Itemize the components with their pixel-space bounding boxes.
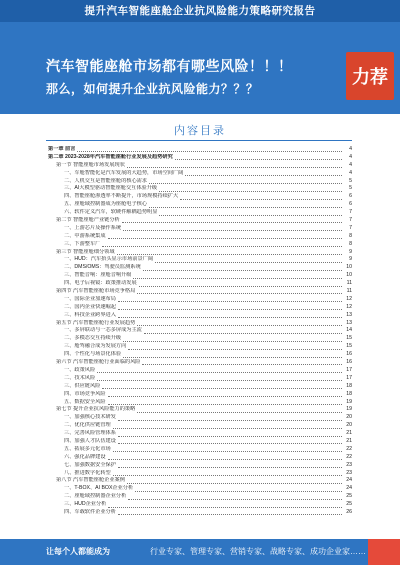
toc-entry-page: 25 [346, 493, 352, 500]
toc-entry[interactable] [48, 438, 352, 446]
toc-entry-label: 四、个性化与场景化体验 [64, 351, 122, 358]
toc-entry[interactable] [48, 446, 352, 454]
toc-entry[interactable] [48, 217, 352, 225]
toc-entry[interactable] [48, 320, 352, 328]
toc-entry-page: 8 [349, 240, 352, 247]
toc-leader-dots [149, 207, 342, 208]
toc-entry-page: 22 [346, 453, 352, 460]
toc-entry-page: 24 [346, 485, 352, 492]
toc-entry-page: 23 [346, 461, 352, 468]
toc-leader-dots [180, 199, 342, 200]
toc-entry-label: 五、数据安全风险 [64, 398, 106, 405]
toc-leader-dots [108, 238, 342, 239]
toc-entry-page: 15 [346, 343, 352, 350]
toc-leader-dots [137, 325, 342, 326]
toc-entry[interactable] [48, 256, 352, 264]
toc-entry-page: 20 [346, 422, 352, 429]
toc-leader-dots [118, 309, 342, 310]
toc-entry-page: 10 [346, 264, 352, 271]
toc-leader-dots [175, 159, 342, 160]
report-header: 提升汽车智能座舱企业抗风险能力策略研究报告 [0, 0, 400, 22]
toc-entry-label: 一、国际企业加速布局 [64, 295, 116, 302]
toc-entry[interactable] [48, 430, 352, 438]
toc-entry-page: 14 [346, 327, 352, 334]
toc-leader-dots [108, 396, 342, 397]
toc-entry-label: 四、市场竞争风险 [64, 390, 106, 397]
toc-entry-page: 10 [346, 272, 352, 279]
title-banner [0, 22, 400, 114]
toc-entry-page: 25 [346, 501, 352, 508]
toc-leader-dots [108, 507, 342, 508]
toc-entry-label: 三、舱驾融合成为发展方向 [64, 343, 127, 350]
toc-entry-label: 第六节 汽车智能座舱行业面临的风险 [56, 359, 141, 366]
toc-entry-label: 一、车舱智能化是汽车发展的大趋势，市场空间广阔 [64, 169, 184, 176]
toc-entry[interactable] [48, 343, 352, 351]
toc-entry[interactable] [48, 391, 352, 399]
toc-entry-page: 12 [346, 295, 352, 302]
toc-entry[interactable] [48, 193, 352, 201]
toc-entry[interactable] [48, 272, 352, 280]
table-of-contents [48, 146, 352, 526]
toc-entry-page: 18 [346, 390, 352, 397]
toc-entry[interactable] [48, 264, 352, 272]
toc-entry[interactable] [48, 249, 352, 257]
toc-entry-page: 20 [346, 414, 352, 421]
toc-entry[interactable] [48, 493, 352, 501]
toc-entry-page: 4 [349, 169, 352, 176]
toc-entry-label: 第四节 汽车智能座舱市场竞争格局 [56, 288, 136, 295]
toc-leader-dots [133, 278, 342, 279]
toc-divider [46, 140, 352, 141]
toc-entry[interactable] [48, 233, 352, 241]
toc-entry[interactable] [48, 501, 352, 509]
toc-entry[interactable] [48, 414, 352, 422]
toc-entry-label: 二、座舱域控制器企业分析 [64, 493, 127, 500]
toc-entry-label: 三、下游整车厂 [64, 240, 101, 247]
toc-entry[interactable] [48, 351, 352, 359]
toc-entry[interactable] [48, 162, 352, 170]
toc-entry-page: 16 [346, 359, 352, 366]
toc-entry-page: 9 [349, 256, 352, 263]
toc-leader-dots [102, 388, 342, 389]
toc-entry-page: 15 [346, 335, 352, 342]
toc-entry-label: 一、政策风险 [64, 366, 96, 373]
toc-leader-dots [118, 317, 342, 318]
toc-entry-label: 第一章 前言 [48, 146, 76, 152]
toc-leader-dots [159, 215, 342, 216]
toc-entry[interactable] [48, 422, 352, 430]
toc-entry-label: 四、电子后视镜：政策推动发展 [64, 280, 137, 287]
toc-entry[interactable] [48, 477, 352, 485]
toc-entry[interactable] [48, 201, 352, 209]
toc-entry[interactable] [48, 288, 352, 296]
toc-entry-page: 18 [346, 382, 352, 389]
toc-entry-label: 二、多模态交互持续升级 [64, 335, 122, 342]
toc-entry-label: 二、中游系统集成 [64, 232, 106, 239]
toc-entry[interactable] [48, 359, 352, 367]
toc-entry-page: 9 [349, 248, 352, 255]
toc-entry-label: 二、技术风险 [64, 374, 96, 381]
toc-entry-label: 一、上游芯片及操作系统 [64, 224, 122, 231]
toc-entry-page: 11 [346, 280, 352, 287]
toc-leader-dots [118, 420, 342, 421]
toc-entry[interactable] [48, 462, 352, 470]
footer-accent-block [368, 539, 400, 565]
toc-entry-label: 三、HUD企业分析 [64, 501, 107, 508]
toc-entry-label: 八、推进数字化转型 [64, 469, 111, 476]
toc-entry-page: 4 [349, 146, 352, 152]
toc-entry-label: 七、加强数据安全保护 [64, 461, 116, 468]
toc-entry-label: 第一节 智能座舱市场发展现状 [56, 161, 125, 168]
toc-entry-label: 四、车载软件企业分析 [64, 508, 116, 515]
toc-leader-dots [123, 341, 342, 342]
toc-entry[interactable] [48, 406, 352, 414]
toc-entry-label: 一、HUD：汽车抬头显示市场前景广阔 [64, 256, 154, 263]
toc-leader-dots [128, 499, 342, 500]
toc-entry-page: 6 [349, 193, 352, 200]
toc-entry-page: 16 [346, 351, 352, 358]
toc-entry[interactable] [48, 241, 352, 249]
toc-entry[interactable] [48, 154, 352, 162]
toc-entry-label: 二、人机交互是智能座舱的核心需求 [64, 177, 148, 184]
toc-leader-dots [122, 222, 342, 223]
toc-entry-label: 二、优化供应链管理 [64, 422, 111, 429]
toc-entry-label: 五、座舱域控制器成为座舱电子核心 [64, 201, 148, 208]
toc-leader-dots [118, 301, 342, 302]
toc-entry-label: 三、智能音响：座舱音响升级 [64, 272, 132, 279]
toc-entry-label: 三、AI大模型驱动智能座舱交互体验升级 [64, 185, 158, 192]
toc-entry-page: 22 [346, 445, 352, 452]
toc-entry-page: 19 [346, 398, 352, 405]
toc-entry-label: 一、T-BOX、AI BOX企业分析 [64, 485, 134, 492]
toc-leader-dots [139, 286, 342, 287]
toc-leader-dots [144, 333, 342, 334]
toc-leader-dots [159, 191, 342, 192]
toc-entry-page: 5 [349, 177, 352, 184]
toc-entry-page: 7 [349, 224, 352, 231]
toc-leader-dots [97, 372, 342, 373]
toc-entry-page: 24 [346, 477, 352, 484]
toc-entry[interactable] [48, 185, 352, 193]
toc-entry-label: 六、强化品牌建设 [64, 453, 106, 460]
toc-entry-label: 二、DMS/OMS：驾驶员监测系统 [64, 264, 141, 271]
toc-entry-label: 第二节 智能座舱产业链分析 [56, 217, 120, 224]
toc-entry[interactable] [48, 509, 352, 517]
toc-entry-page: 13 [346, 311, 352, 318]
toc-leader-dots [135, 491, 342, 492]
toc-entry[interactable] [48, 178, 352, 186]
toc-entry-label: 第二章 2023-2028年汽车智能座舱行业发展及趋势研究 [48, 153, 173, 160]
toc-entry-label: 三、科技企业跨界进入 [64, 311, 116, 318]
toc-leader-dots [155, 262, 342, 263]
toc-leader-dots [118, 514, 342, 515]
footer-bar [0, 539, 400, 565]
toc-entry[interactable] [48, 170, 352, 178]
toc-leader-dots [108, 404, 342, 405]
toc-entry[interactable] [48, 304, 352, 312]
toc-entry-label: 三、供应链风险 [64, 382, 101, 389]
toc-leader-dots [127, 167, 342, 168]
toc-entry-page: 7 [349, 209, 352, 216]
toc-entry-label: 第三节 智能座舱细分领域 [56, 248, 115, 255]
toc-entry-page: 11 [346, 288, 352, 295]
toc-entry-page: 26 [346, 508, 352, 515]
toc-entry[interactable] [48, 335, 352, 343]
toc-entry-label: 五、拓展多元化市场 [64, 445, 111, 452]
toc-entry-page: 4 [349, 153, 352, 160]
toc-leader-dots [149, 183, 342, 184]
toc-leader-dots [137, 412, 342, 413]
toc-leader-dots [113, 451, 342, 452]
toc-entry-page: 6 [349, 201, 352, 208]
toc-entry[interactable] [48, 454, 352, 462]
toc-entry[interactable] [48, 399, 352, 407]
toc-entry-label: 六、软件定义汽车，软硬件解耦趋势明显 [64, 209, 158, 216]
toc-entry-label: 四、智能座舱渗透率不断提升，市场规模持续扩大 [64, 193, 179, 200]
toc-entry[interactable] [48, 312, 352, 320]
toc-entry-label: 三、完善风险管理体系 [64, 430, 116, 437]
toc-entry[interactable] [48, 470, 352, 478]
toc-entry-label: 第五节 汽车智能座舱行业发展趋势 [56, 319, 136, 326]
toc-leader-dots [127, 483, 342, 484]
toc-leader-dots [102, 246, 342, 247]
toc-leader-dots [123, 230, 342, 231]
toc-leader-dots [117, 254, 342, 255]
toc-leader-dots [118, 436, 342, 437]
toc-entry-page: 7 [349, 217, 352, 224]
toc-entry[interactable] [48, 225, 352, 233]
toc-entry-page: 23 [346, 469, 352, 476]
toc-entry-page: 19 [346, 406, 352, 413]
toc-entry-label: 一、多屏联动与一芯多屏成为主流 [64, 327, 142, 334]
toc-entry-page: 5 [349, 185, 352, 192]
toc-entry[interactable] [48, 146, 352, 154]
banner-subheadline: 那么，如何提升企业抗风险能力？？？ [46, 82, 259, 96]
toc-title: 内容目录 [174, 125, 226, 137]
toc-leader-dots [108, 459, 342, 460]
toc-entry-label: 四、加强人才队伍建设 [64, 437, 116, 444]
toc-entry-page: 13 [346, 319, 352, 326]
toc-leader-dots [185, 175, 342, 176]
toc-entry-page: 21 [346, 430, 352, 437]
toc-entry-page: 12 [346, 303, 352, 310]
banner-headline: 汽车智能座舱市场都有哪些风险！！！ [46, 58, 293, 74]
toc-entry[interactable] [48, 485, 352, 493]
toc-entry-page: 17 [346, 366, 352, 373]
toc-entry[interactable] [48, 280, 352, 288]
toc-entry[interactable] [48, 327, 352, 335]
toc-leader-dots [142, 364, 342, 365]
toc-leader-dots [118, 467, 342, 468]
toc-leader-dots [143, 270, 342, 271]
toc-entry-label: 二、国内企业快速崛起 [64, 303, 116, 310]
toc-entry-page: 21 [346, 437, 352, 444]
toc-entry-label: 第八节 汽车智能座舱企业案例 [56, 477, 125, 484]
toc-entry[interactable] [48, 209, 352, 217]
toc-leader-dots [113, 475, 342, 476]
toc-entry[interactable] [48, 375, 352, 383]
recommend-stamp: 力荐 [346, 52, 394, 100]
toc-leader-dots [123, 357, 342, 358]
toc-entry-label: 第七节 提升企业抗风险能力的策略 [56, 406, 136, 413]
toc-entry-page: 4 [349, 161, 352, 168]
toc-entry-label: 一、加强核心技术研发 [64, 414, 116, 421]
toc-leader-dots [118, 443, 342, 444]
toc-entry-page: 8 [349, 232, 352, 239]
toc-entry[interactable] [48, 383, 352, 391]
footer-slogan-right: 行业专家、管理专家、营销专家、战略专家、成功企业家…… [150, 547, 366, 556]
toc-entry-page: 17 [346, 374, 352, 381]
toc-leader-dots [77, 151, 342, 152]
toc-leader-dots [113, 428, 342, 429]
toc-entry[interactable] [48, 296, 352, 304]
toc-entry[interactable] [48, 367, 352, 375]
footer-slogan-left: 让每个人都能成为 [46, 547, 110, 556]
toc-leader-dots [97, 380, 342, 381]
toc-leader-dots [128, 349, 342, 350]
toc-leader-dots [137, 293, 342, 294]
